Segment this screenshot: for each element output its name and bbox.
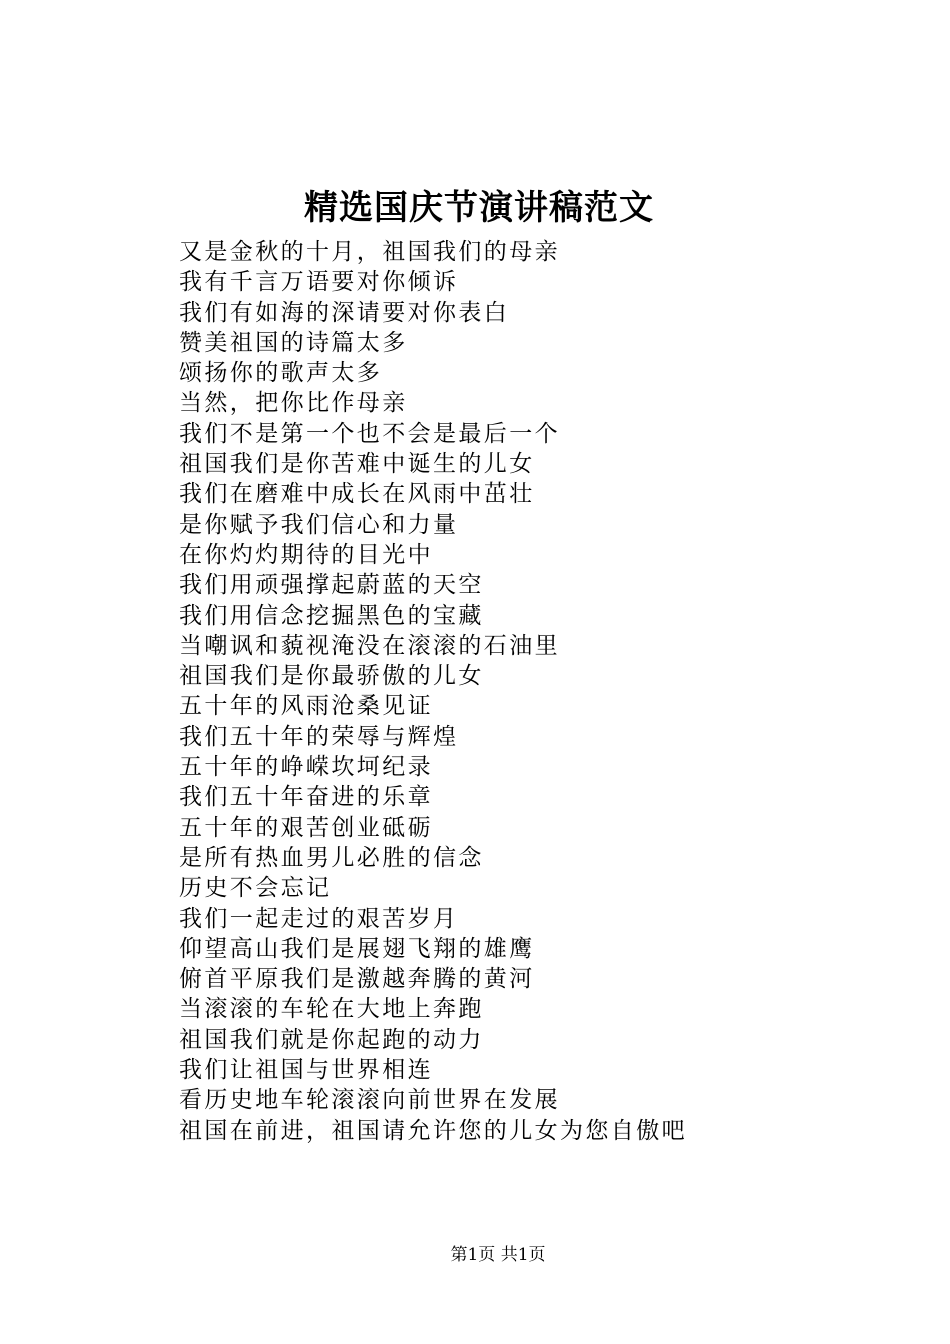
poem-line: 我们有如海的深请要对你表白 — [179, 299, 510, 326]
poem-line: 当然，把你比作母亲 — [179, 390, 408, 417]
poem-line: 我有千言万语要对你倾诉 — [179, 269, 459, 296]
poem-line: 我们一起走过的艰苦岁月 — [179, 905, 459, 932]
poem-line: 祖国在前进，祖国请允许您的儿女为您自傲吧 — [179, 1117, 687, 1144]
poem-line: 看历史地车轮滚滚向前世界在发展 — [179, 1087, 560, 1114]
poem-line: 颂扬你的歌声太多 — [179, 360, 383, 387]
poem-body — [179, 237, 687, 1146]
poem-line: 是你赋予我们信心和力量 — [179, 511, 459, 538]
poem-line: 历史不会忘记 — [179, 875, 332, 902]
poem-line: 我们不是第一个也不会是最后一个 — [179, 420, 560, 447]
document-title: 精选国庆节演讲稿范文 — [304, 188, 654, 228]
poem-line: 在你灼灼期待的目光中 — [179, 541, 433, 568]
poem-line: 我们用信念挖掘黑色的宝藏 — [179, 602, 484, 629]
poem-line: 我们让祖国与世界相连 — [179, 1057, 433, 1084]
poem-line: 俯首平原我们是激越奔腾的黄河 — [179, 966, 535, 993]
poem-line: 五十年的峥嵘坎坷纪录 — [179, 754, 433, 781]
poem-line: 我们五十年奋进的乐章 — [179, 784, 433, 811]
poem-line: 我们五十年的荣辱与辉煌 — [179, 723, 459, 750]
poem-line: 赞美祖国的诗篇太多 — [179, 329, 408, 356]
poem-line: 祖国我们就是你起跑的动力 — [179, 1026, 484, 1053]
poem-line: 当嘲讽和藐视淹没在滚滚的石油里 — [179, 632, 560, 659]
poem-line: 我们用顽强撑起蔚蓝的天空 — [179, 572, 484, 599]
poem-line: 我们在磨难中成长在风雨中茁壮 — [179, 481, 535, 508]
poem-line: 祖国我们是你最骄傲的儿女 — [179, 663, 484, 690]
poem-line: 祖国我们是你苦难中诞生的儿女 — [179, 451, 535, 478]
poem-line: 是所有热血男儿必胜的信念 — [179, 844, 484, 871]
poem-line: 五十年的风雨沧桑见证 — [179, 693, 433, 720]
poem-line: 五十年的艰苦创业砥砺 — [179, 814, 433, 841]
poem-line: 当滚滚的车轮在大地上奔跑 — [179, 996, 484, 1023]
poem-line: 仰望高山我们是展翅飞翔的雄鹰 — [179, 935, 535, 962]
poem-line: 又是金秋的十月，祖国我们的母亲 — [179, 239, 560, 265]
page-number-footer: 第1页 共1页 — [450, 1245, 546, 1265]
